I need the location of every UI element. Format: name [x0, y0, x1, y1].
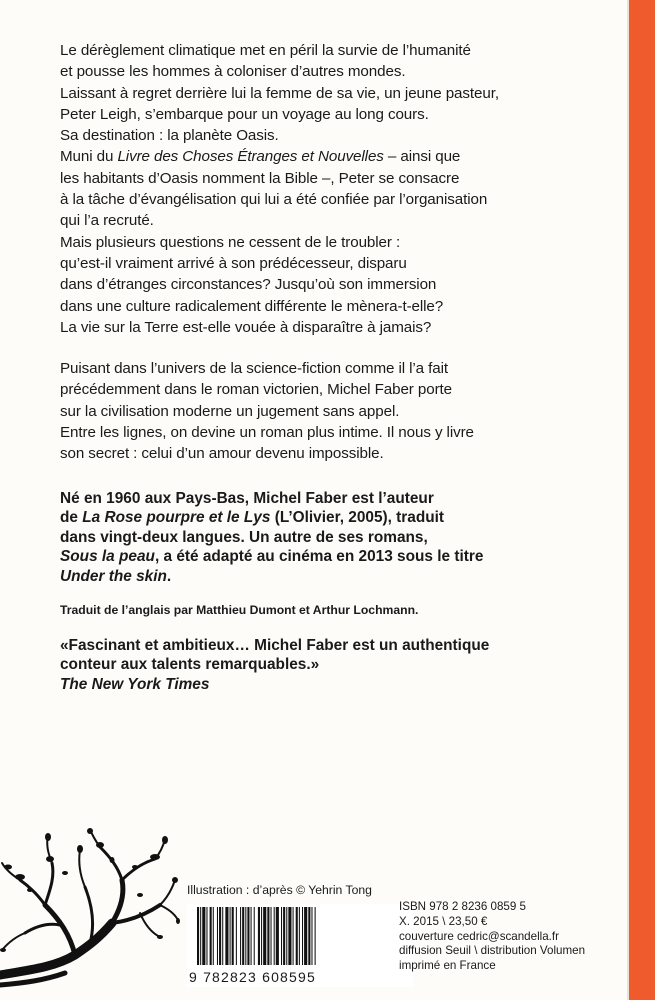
barcode-bar: [311, 907, 312, 965]
printed-in: imprimé en France: [399, 959, 496, 973]
isbn: ISBN 978 2 8236 0859 5: [399, 900, 526, 913]
synopsis-line: dans une culture radicalement différente le mènera-t-elle?: [60, 297, 444, 315]
barcode-bar: [202, 907, 205, 965]
barcode-bar: [230, 907, 231, 965]
barcode-bar: [276, 907, 279, 965]
barcode-bar: [299, 907, 300, 965]
bio-text: de: [60, 509, 83, 527]
synopsis-line: Entre les lignes, on devine un roman plus intime. Il nous y livre: [60, 424, 474, 442]
back-cover-text: [60, 40, 620, 709]
barcode-bar: [261, 907, 262, 965]
barcode: [193, 907, 389, 967]
bio-line: [60, 508, 620, 528]
barcode-bar: [288, 907, 291, 965]
synopsis-line: dans d’étranges circonstances? Jusqu’où son immersion: [60, 276, 437, 294]
synopsis-line: La vie sur la Terre est-elle vouée à disparaître à jamais?: [60, 318, 432, 336]
barcode-number: 9 782823 608595: [189, 969, 316, 985]
barcode-bar: [225, 907, 228, 965]
quote-line: conteur aux talents remarquables.»: [60, 656, 320, 674]
barcode-bar: [245, 907, 246, 965]
barcode-bar: [283, 907, 285, 965]
synopsis-line: son secret : celui d’un amour devenu impossible.: [60, 445, 384, 463]
barcode-bar: [206, 907, 207, 965]
barcode-bar: [222, 907, 223, 965]
tree-illustration: [0, 825, 180, 1000]
barcode-bar: [258, 907, 260, 965]
synopsis-line: les habitants d’Oasis nomment la Bible –, Peter se consacre: [60, 169, 460, 187]
barcode-bar: [302, 907, 303, 965]
synopsis-text: – ainsi que: [383, 148, 461, 166]
barcode-bar: [271, 907, 272, 965]
barcode-bar: [304, 907, 307, 965]
quote-source-name: The New York Times: [60, 675, 210, 693]
bible-title: Livre des Choses Étranges et Nouvelles: [117, 148, 384, 166]
barcode-bar: [293, 907, 294, 965]
synopsis-line: Le dérèglement climatique met en péril la survie de l’humanité: [60, 42, 471, 59]
bio-line: [60, 547, 620, 567]
quote-source: [60, 675, 620, 695]
bio-text: (L’Olivier, 2005), traduit: [270, 509, 445, 527]
synopsis-line: précédemment dans le roman victorien, Michel Faber porte: [60, 381, 452, 399]
barcode-bar: [197, 907, 199, 965]
author-bio: [60, 489, 620, 587]
synopsis-line: qui l’a recruté.: [60, 212, 154, 230]
barcode-bar: [242, 907, 244, 965]
synopsis-line: qu’est-il vraiment arrivé à son prédécesseur, disparu: [60, 254, 407, 272]
barcode-bar: [240, 907, 241, 965]
barcode-bar: [213, 907, 214, 965]
bio-text: .: [166, 567, 172, 585]
barcode-bar: [217, 907, 218, 965]
synopsis-line: et pousse les hommes à coloniser d’autres mondes.: [60, 63, 406, 81]
synopsis-line: Puisant dans l’univers de la science-fiction comme il l’a fait: [60, 360, 449, 378]
barcode-bar: [281, 907, 282, 965]
book-title: Sous la peau: [60, 548, 155, 566]
distribution: diffusion Seuil \ distribution Volumen: [399, 944, 586, 958]
illustration-credit: Illustration : d’après © Yehrin Tong: [187, 883, 372, 897]
publication-info: [399, 900, 585, 974]
barcode-area: [187, 904, 413, 987]
synopsis-text: Muni du: [60, 148, 118, 166]
barcode-bar: [274, 907, 275, 965]
synopsis-line: à la tâche d’évangélisation qui lui a été confiée par l’organisation: [60, 191, 488, 209]
synopsis-line: Laissant à regret derrière lui la femme de sa vie, un jeune pasteur,: [60, 84, 499, 102]
barcode-bar: [254, 907, 255, 965]
barcode-bar: [210, 907, 212, 965]
barcode-bar: [263, 907, 266, 965]
quote-line: «Fascinant et ambitieux… Michel Faber est un authentique: [60, 636, 490, 654]
film-title: Under the skin: [60, 567, 167, 585]
barcode-bar: [236, 907, 237, 965]
press-quote: [60, 636, 620, 695]
synopsis-line: sur la civilisation moderne un jugement sans appel.: [60, 402, 400, 420]
synopsis-line: Mais plusieurs questions ne cessent de le troubler :: [60, 233, 401, 251]
bio-text: , a été adapté au cinéma en 2013 sous le titre: [154, 548, 484, 566]
synopsis-line: [60, 146, 620, 167]
bio-line: Né en 1960 aux Pays-Bas, Michel Faber est l’auteur: [60, 489, 434, 507]
synopsis-line: Peter Leigh, s’embarque pour un voyage au long cours.: [60, 105, 429, 123]
synopsis-paragraph-1: [60, 40, 620, 338]
synopsis-paragraph-2: [60, 358, 620, 464]
cover-credit: couverture cedric@scandella.fr: [399, 929, 559, 943]
barcode-bar: [247, 907, 249, 965]
barcode-bar: [315, 907, 316, 965]
barcode-bar: [251, 907, 252, 965]
barcode-bar: [296, 907, 298, 965]
orange-spine: [629, 0, 655, 1000]
price-date: X. 2015 \ 23,50 €: [399, 914, 488, 928]
barcode-bar: [232, 907, 234, 965]
synopsis-line: Sa destination : la planète Oasis.: [60, 127, 279, 145]
bio-line: dans vingt-deux langues. Un autre de ses romans,: [60, 528, 428, 546]
translation-credit: Traduit de l’anglais par Matthieu Dumont et Arthur Lochmann.: [60, 602, 419, 617]
bio-line: [60, 567, 620, 587]
barcode-bar: [286, 907, 287, 965]
barcode-bar: [267, 907, 269, 965]
barcode-bar: [308, 907, 310, 965]
book-title: La Rose pourpre et le Lys: [82, 509, 271, 527]
barcode-bar: [219, 907, 221, 965]
barcode-bar: [200, 907, 201, 965]
